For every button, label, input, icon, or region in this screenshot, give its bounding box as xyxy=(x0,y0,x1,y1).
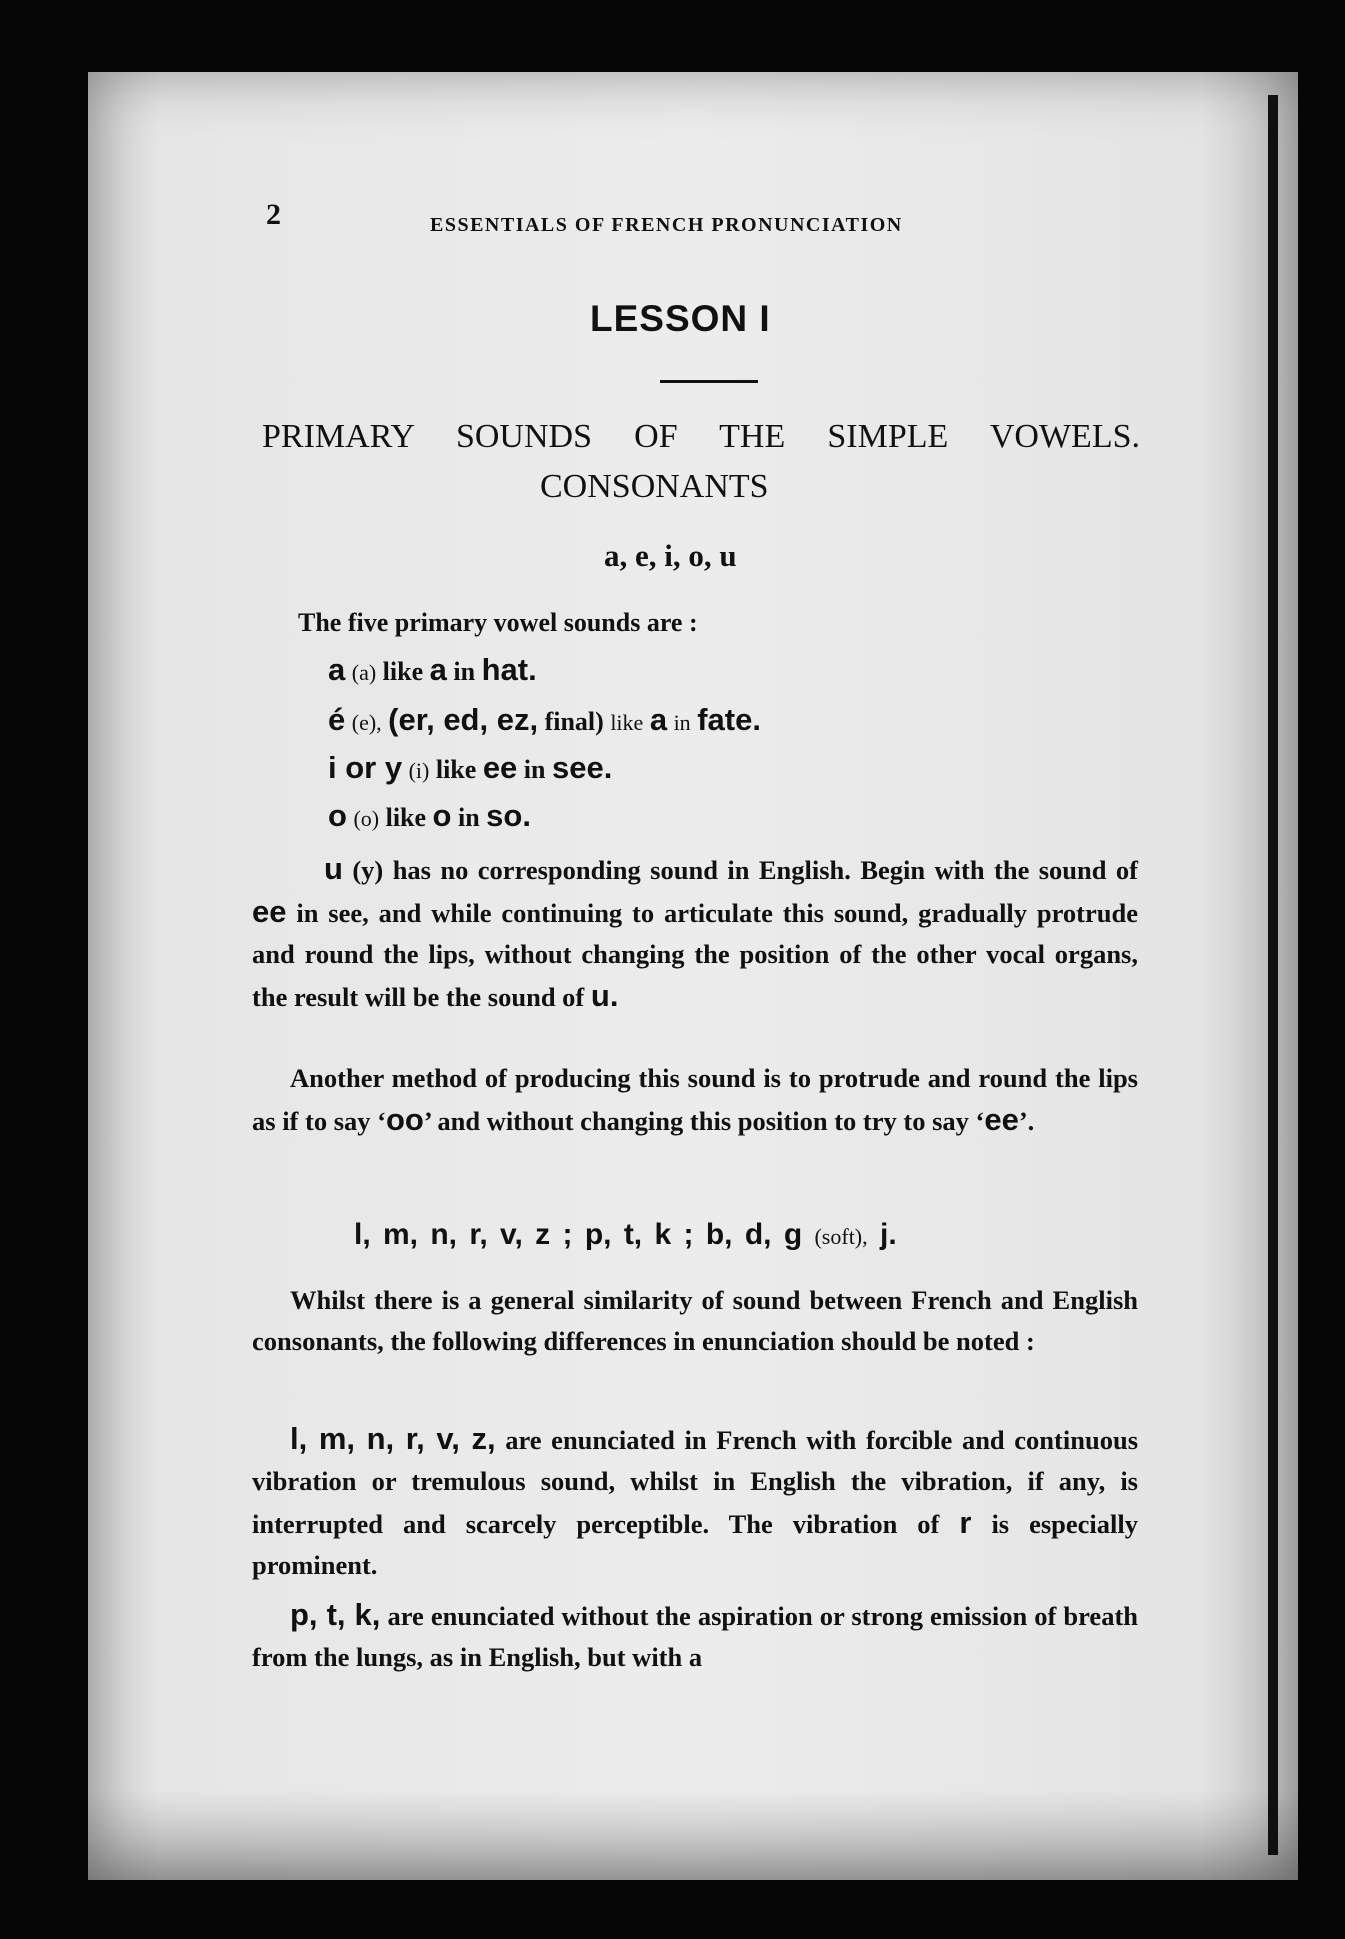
vowel-row-o xyxy=(328,798,531,834)
u-ipa: (y) xyxy=(352,855,384,885)
similarity-paragraph: Whilst there is a general similarity of sound between French and English consonants, the following differences in enunciation should be noted : xyxy=(252,1285,1138,1356)
vowel-example: ee xyxy=(482,750,518,785)
consonant-end: j. xyxy=(879,1218,897,1251)
vowel-like: like xyxy=(435,755,477,784)
vowel-letter: é xyxy=(328,702,346,737)
vowel-letter: a xyxy=(328,652,346,687)
vowel-word: see. xyxy=(551,750,613,785)
running-head: ESSENTIALS OF FRENCH PRONUNCIATION xyxy=(430,214,903,236)
u-end: u. xyxy=(590,978,619,1013)
vowel-in: in xyxy=(453,657,476,686)
vowels-intro: The five primary vowel sounds are : xyxy=(298,608,698,637)
vowel-ipa: (i) xyxy=(408,758,430,783)
vowel-ipa: (a) xyxy=(351,660,377,685)
vowel-in: in xyxy=(523,755,546,784)
vibration-text-2: is especially prominent. xyxy=(252,1509,1139,1580)
vowel-letter: o xyxy=(328,798,347,833)
vowel-like: like xyxy=(385,803,427,832)
page-number: 2 xyxy=(266,198,281,231)
u-ee: ee xyxy=(252,894,287,929)
section-subtitle: CONSONANTS xyxy=(540,468,769,505)
aspiration-text: are enunciated without the aspiration or strong emission of breath from the lungs, as in English, but with a xyxy=(252,1601,1139,1672)
vowel-extra: (er, ed, ez, xyxy=(388,702,539,737)
u-text-1: has no corresponding sound in English. Begin with the sound of xyxy=(392,855,1139,885)
vibration-paragraph xyxy=(252,1418,1138,1586)
consonant-list xyxy=(354,1218,897,1252)
vowel-row-e xyxy=(328,702,761,738)
vibration-letters: l, m, n, r, v, z, xyxy=(290,1421,496,1456)
vowel-ipa: (o) xyxy=(353,806,380,831)
consonant-soft: (soft), xyxy=(814,1224,868,1249)
u-text-2: in see, and while continuing to articulate this sound, gradually protrude and round the lips, without changing the position of the other vocal organs, the result will be the sound of xyxy=(252,898,1138,1012)
vibration-r: r xyxy=(959,1505,972,1540)
vowel-list: a, e, i, o, u xyxy=(604,538,737,573)
vowel-ipa: (e), xyxy=(351,710,382,735)
vibration-text-1: are enunciated in French with forcible and continuous vibration or tremulous sound, whilst in English the vibration, if any, is interrupted and scarcely perceptible. The vibration of xyxy=(252,1425,1139,1539)
vowel-example: a xyxy=(429,652,447,687)
section-title: PRIMARY SOUNDS OF THE SIMPLE VOWELS. xyxy=(262,418,1140,455)
method-paragraph xyxy=(252,1058,1138,1142)
lesson-title: LESSON I xyxy=(590,298,771,339)
vowel-word: fate. xyxy=(697,702,761,737)
vowel-like: like xyxy=(610,710,644,735)
vowel-example: o xyxy=(432,798,452,833)
vowel-row-i xyxy=(328,750,612,786)
method-text-3: ’. xyxy=(1018,1106,1035,1136)
vowel-row-a xyxy=(328,652,537,688)
method-ee: ee xyxy=(984,1102,1019,1137)
method-text-2: ’ and without changing this position to try to say ‘ xyxy=(423,1106,985,1136)
u-letter: u xyxy=(324,851,343,886)
aspiration-paragraph xyxy=(252,1594,1138,1678)
vowel-word: hat. xyxy=(481,652,537,687)
vowel-in: in xyxy=(673,710,691,735)
vowel-in: in xyxy=(457,803,480,832)
vowel-letter: i or y xyxy=(328,750,403,785)
consonant-main: l, m, n, r, v, z ; p, t, k ; b, d, g xyxy=(354,1218,803,1251)
u-paragraph xyxy=(252,848,1138,1018)
method-oo: oo xyxy=(385,1102,424,1137)
vowel-word: so. xyxy=(486,798,531,833)
vowel-like: like xyxy=(382,657,424,686)
vowel-example: a xyxy=(649,702,668,737)
method-text-1: Another method of producing this sound is to protrude and round the lips as if to say ‘ xyxy=(252,1063,1138,1136)
title-rule xyxy=(660,380,758,383)
vowel-extra-small: final) xyxy=(544,707,604,736)
aspiration-letters: p, t, k, xyxy=(290,1597,381,1632)
